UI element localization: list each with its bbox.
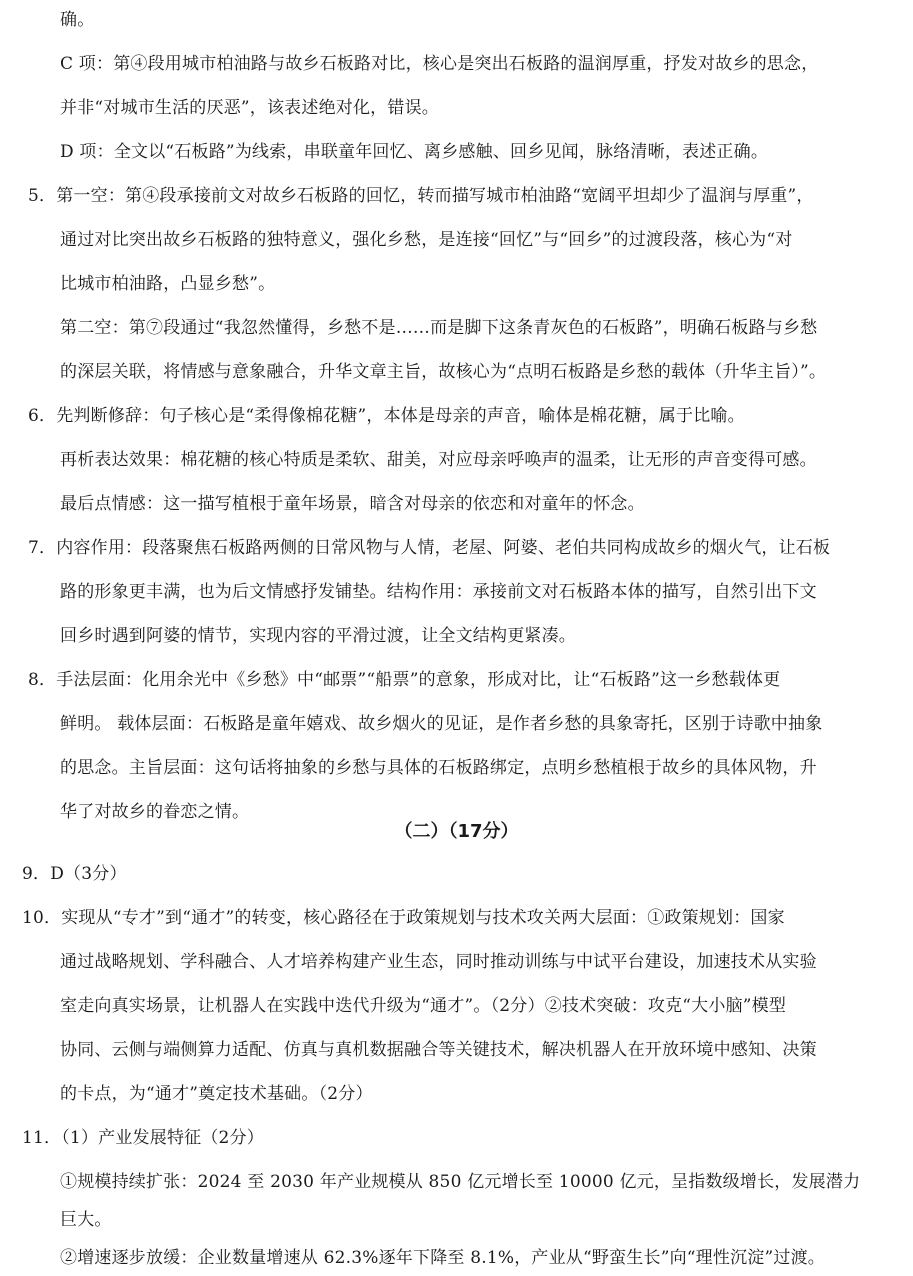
text-line: 确。 (60, 10, 95, 30)
text-line: 11．（1）产业发展特征（2分） (22, 1128, 264, 1148)
text-line: 7．内容作用：段落聚焦石板路两侧的日常风物与人情，老屋、阿婆、老伯共同构成故乡的烟火气，让石板 (28, 538, 831, 558)
text-line: ②增速逐步放缓：企业数量增速从 62.3%逐年下降至 8.1%，产业从“野蛮生长”向“理性沉淀”过渡。 (60, 1248, 825, 1268)
text-line: 室走向真实场景，让机器人在实践中迭代升级为“通才”。（2分）②技术突破：攻克“大小脑”模型 (60, 996, 787, 1016)
text-line: 的卡点，为“通才”奠定技术基础。（2分） (60, 1084, 373, 1104)
text-line: 巨大。 (60, 1210, 112, 1230)
text-line: 第二空：第⑦段通过“我忽然懂得，乡愁不是……而是脚下这条青灰色的石板路”，明确石板路与乡愁 (60, 318, 818, 338)
text-line: 华了对故乡的眷恋之情。 (60, 802, 250, 822)
text-line: 通过对比突出故乡石板路的独特意义，强化乡愁，是连接“回忆”与“回乡”的过渡段落，核心为“对 (60, 230, 793, 250)
text-line: 协同、云侧与端侧算力适配、仿真与真机数据融合等关键技术，解决机器人在开放环境中感知、决策 (60, 1040, 817, 1060)
text-line: 10．实现从“专才”到“通才”的转变，核心路径在于政策规划与技术攻关两大层面：①政策规划：国家 (22, 908, 785, 928)
section-heading: （二）（17分） (394, 821, 519, 842)
text-line: D 项：全文以“石板路”为线索，串联童年回忆、离乡感触、回乡见闻，脉络清晰，表述正确。 (60, 142, 769, 162)
text-line: 5．第一空：第④段承接前文对故乡石板路的回忆，转而描写城市柏油路“宽阔平坦却少了温润与厚重”， (28, 186, 814, 206)
text-line: 并非“对城市生活的厌恶”，该表述绝对化，错误。 (60, 98, 439, 118)
text-line: 再析表达效果：棉花糖的核心特质是柔软、甜美，对应母亲呼唤声的温柔，让无形的声音变得可感。 (60, 450, 817, 470)
text-line: 最后点情感：这一描写植根于童年场景，暗含对母亲的依恋和对童年的怀念。 (60, 494, 645, 514)
text-line: 8．手法层面：化用余光中《乡愁》中“邮票”“船票”的意象，形成对比，让“石板路”这一乡愁载体更 (28, 670, 781, 690)
text-line: 鲜明。 载体层面：石板路是童年嬉戏、故乡烟火的见证，是作者乡愁的具象寄托，区别于诗歌中抽象 (60, 714, 823, 734)
text-line: 比城市柏油路，凸显乡愁”。 (60, 274, 276, 294)
text-line: 9．D（3分） (22, 864, 127, 884)
text-line: 6．先判断修辞：句子核心是“柔得像棉花糖”，本体是母亲的声音，喻体是棉花糖，属于比喻。 (28, 406, 745, 426)
text-line: 的思念。主旨层面：这句话将抽象的乡愁与具体的石板路绑定，点明乡愁植根于故乡的具体风物，升 (60, 758, 817, 778)
text-line: 通过战略规划、学科融合、人才培养构建产业生态，同时推动训练与中试平台建设，加速技术从实验 (60, 952, 817, 972)
text-line: 的深层关联，将情感与意象融合，升华文章主旨，故核心为“点明石板路是乡愁的载体（升华主旨）”。 (60, 362, 827, 382)
text-line: 回乡时遇到阿婆的情节，实现内容的平滑过渡，让全文结构更紧凑。 (60, 626, 576, 646)
text-line: C 项：第④段用城市柏油路与故乡石板路对比，核心是突出石板路的温润厚重，抒发对故乡的思念， (60, 54, 819, 74)
text-line: 路的形象更丰满，也为后文情感抒发铺垫。结构作用：承接前文对石板路本体的描写，自然引出下文 (60, 582, 817, 602)
text-line: ①规模持续扩张：2024 至 2030 年产业规模从 850 亿元增长至 10000 亿元，呈指数级增长，发展潜力 (60, 1172, 861, 1192)
